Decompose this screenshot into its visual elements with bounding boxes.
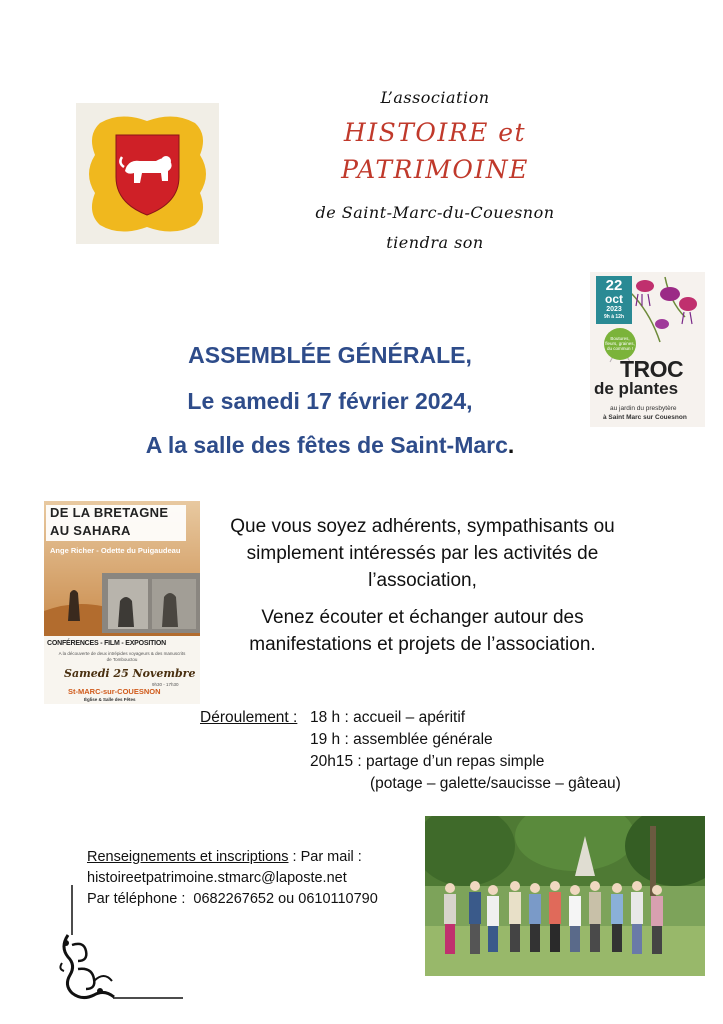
meeting-place-text: A la salle des fêtes de Saint-Marc: [145, 432, 508, 458]
will-hold-text: tiendra son: [386, 233, 484, 252]
corner-ornament: [58, 885, 188, 1005]
bretagne-venue: Église & Salle des Fêtes: [84, 697, 136, 702]
troc-badge: Boutures, fleurs, graines, du commun !: [604, 328, 636, 360]
troc-year: 2023: [606, 306, 622, 313]
programme-label: Déroulement :: [200, 709, 298, 726]
bretagne-hours: 9h30 - 17h30: [152, 682, 179, 687]
programme-menu: (potage – galette/saucisse – gâteau): [370, 775, 621, 792]
troc-title: TROC: [620, 356, 684, 382]
programme-item: 18 h : accueil – apéritif: [310, 709, 466, 726]
troc-subtitle: de plantes: [594, 379, 679, 398]
troc-hours: 9h à 12h: [603, 314, 624, 320]
bretagne-events: CONFÉRENCES - FILM - EXPOSITION: [47, 640, 167, 647]
contact-email[interactable]: histoireetpatrimoine.stmarc@laposte.net: [87, 870, 347, 886]
bretagne-authors: Ange Richer - Odette du Puigaudeau: [50, 546, 181, 555]
meeting-date: Le samedi 17 février 2024,: [187, 388, 473, 414]
association-name-line2: PATRIMOINE: [341, 155, 529, 184]
contact-label: Renseignements et inscriptions: [87, 849, 289, 865]
contact-phone-label: Par téléphone :: [87, 891, 186, 907]
group-photo: [425, 816, 705, 976]
invitation-paragraph-1: Que vous soyez adhérents, sympathisants ou simplement intéressés par les activités de l’association,: [230, 516, 615, 591]
programme-item: 20h15 : partage d’un repas simple: [310, 753, 545, 770]
troc-plantes-poster: [590, 272, 705, 427]
contact-mail-prefix: : Par mail :: [288, 849, 362, 865]
troc-place-line2: à Saint Marc sur Couesnon: [603, 414, 687, 421]
programme-item: 19 h : assemblée générale: [310, 731, 493, 748]
invitation-paragraph-2: Venez écouter et échanger autour des manifestations et projets de l’association.: [249, 607, 596, 655]
meeting-title: ASSEMBLÉE GÉNÉRALE,: [188, 342, 472, 368]
association-place: de Saint-Marc-du-Couesnon: [315, 203, 555, 222]
bretagne-title-line2: AU SAHARA: [50, 523, 131, 538]
bretagne-date: Samedi 25 Novembre: [64, 667, 196, 680]
bretagne-title-line1: DE LA BRETAGNE: [50, 505, 169, 520]
association-name-line1: HISTOIRE et: [343, 118, 527, 147]
troc-place-line1: au jardin du presbytère: [610, 405, 677, 412]
group-in-garden-icon: [425, 816, 705, 976]
meeting-place: [90, 432, 570, 459]
programme: [200, 707, 680, 795]
association-logo: [76, 103, 219, 244]
meeting-place-dot: .: [507, 432, 515, 458]
troc-day: 22: [605, 277, 623, 294]
intro-text: L’association: [380, 88, 490, 107]
bretagne-town: St-MARC-sur-COUESNON: [68, 687, 161, 696]
bretagne-sahara-poster: [44, 501, 200, 704]
bretagne-subtitle: A la découverte de deux intrépides voyageurs & des manuscrits de Tombouctou: [58, 651, 186, 662]
flourish-icon: [58, 885, 188, 1005]
contact-phones[interactable]: 0682267652 ou 0610110790: [193, 891, 378, 907]
troc-month: oct: [605, 292, 623, 306]
lion-shield-icon: [76, 103, 219, 244]
